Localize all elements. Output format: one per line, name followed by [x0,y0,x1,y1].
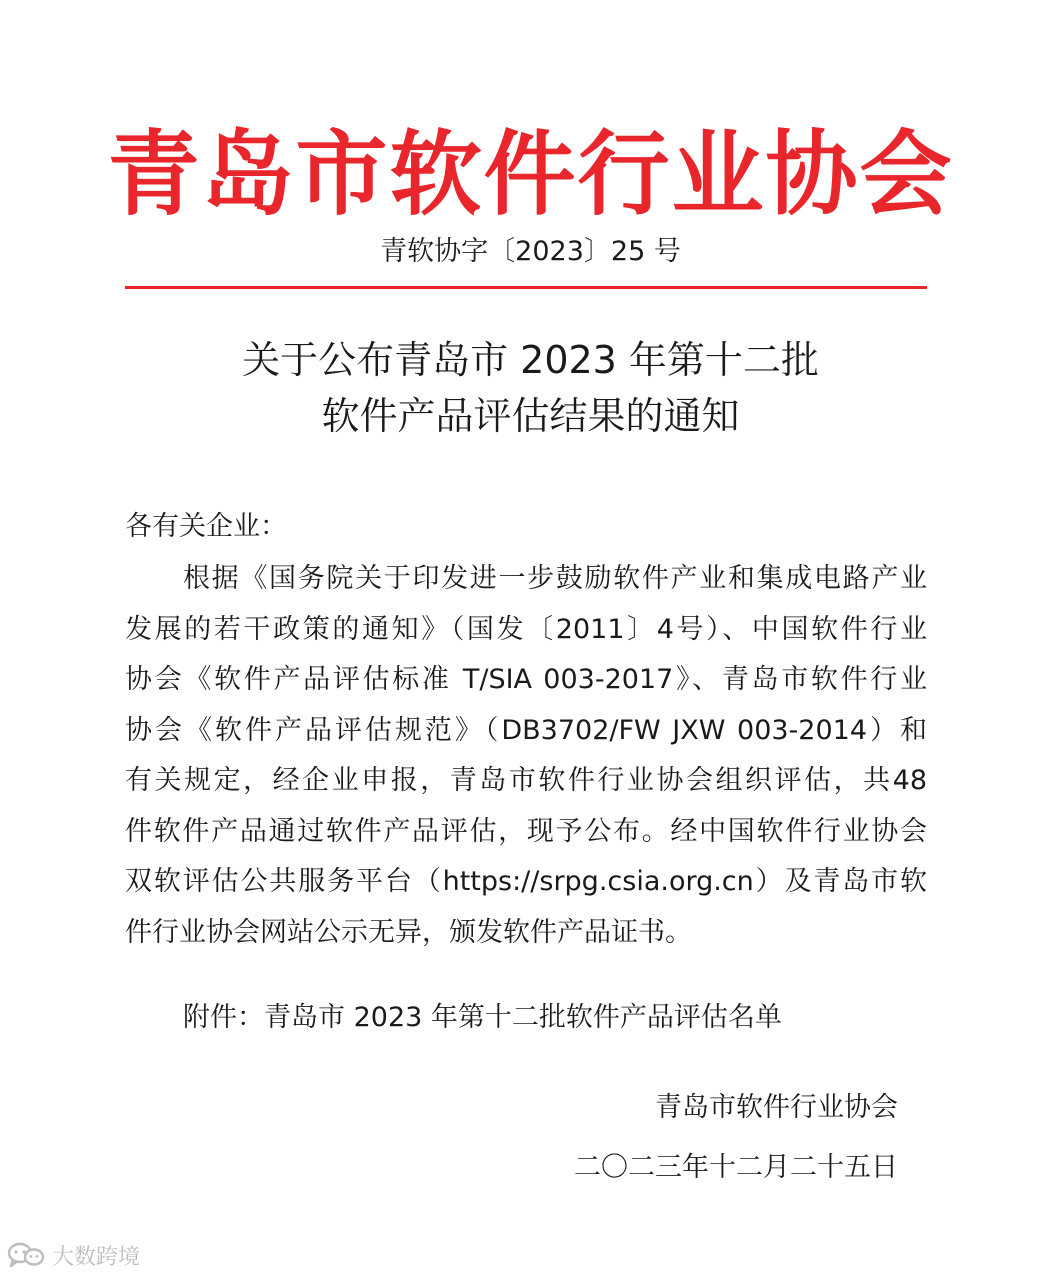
signature-organization: 青岛市软件行业协会 [655,1092,898,1123]
wechat-logo-icon [6,1241,46,1269]
body-line: 协会《软件产品评估规范》（DB3702/FW JXW 003-2014）和 [125,714,927,746]
body-line: 根据《国务院关于印发进一步鼓励软件产业和集成电路产业 [183,563,927,594]
body-line: 发展的若干政策的通知》（国发〔2011〕4号）、中国软件行业 [125,613,927,645]
title-line-1: 关于公布青岛市 2023 年第十二批 [242,338,819,382]
notice-title [0,332,1061,444]
watermark-text: 大数跨境 [52,1244,141,1270]
organization-header: 青岛市软件行业协会 [107,121,954,228]
body-line: 双软评估公共服务平台（https://srpg.csia.org.cn）及青岛市软 [125,866,927,897]
document-number: 青软协字〔2023〕25 号 [380,236,681,267]
body-line: 协会《软件产品评估标准 T/SIA 003-2017》、青岛市软件行业 [125,664,927,695]
attachment-note: 附件：青岛市 2023 年第十二批软件产品评估名单 [183,1002,782,1033]
title-line-2: 软件产品评估结果的通知 [321,394,740,438]
red-divider [125,286,927,289]
body-line: 件软件产品通过软件产品评估，现予公布。经中国软件行业协会 [125,815,927,847]
issue-date: 二〇二三年十二月二十五日 [574,1152,898,1183]
body-line: 件行业协会网站公示无异，颁发软件产品证书。 [125,916,692,948]
body-paragraph [125,557,927,961]
salutation: 各有关企业： [125,511,287,542]
body-line: 有关规定，经企业申报，青岛市软件行业协会组织评估，共48 [125,765,927,796]
watermark [6,1238,140,1272]
